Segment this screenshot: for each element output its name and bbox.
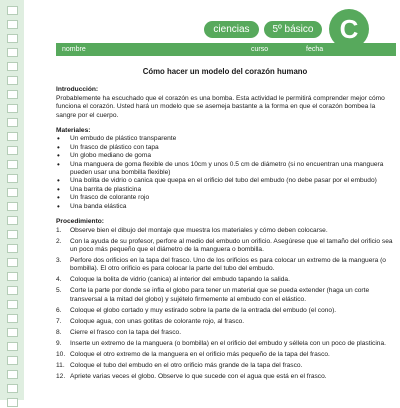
spiral-hole [0,172,24,184]
spiral-hole [0,340,24,352]
course-field-label: curso [251,46,269,53]
procedure-step [56,340,394,348]
spiral-hole [0,214,24,226]
material-item: • Un embudo de plástico transparente [56,135,394,143]
spiral-hole [0,18,24,30]
material-item: • Una manguera de goma flexible de unos 10cm y unos 0.5 cm de diámetro (si no encuentran una manguera pueden usar una bombilla flexible) [56,161,394,178]
step-number: 8. [56,328,62,336]
material-item: • Un frasco de colorante rojo [56,194,394,202]
procedure-step [56,287,394,304]
materials-list [56,135,394,211]
procedure-step [56,373,394,381]
procedure-heading: Procedimiento: [56,218,104,226]
materials-heading: Materiales: [56,127,91,135]
step-number: 11. [56,361,65,369]
step-text: Coloque agua, con unas gotitas de colorante rojo, al frasco. [70,317,245,325]
spiral-hole [0,284,24,296]
spiral-hole [0,298,24,310]
procedure-step [56,362,394,370]
spiral-hole [0,102,24,114]
step-number: 12. [56,372,66,380]
name-field-label: nombre [62,46,86,53]
spiral-hole [0,4,24,16]
notebook-spiral-margin [0,0,24,400]
procedure-steps [56,227,394,382]
spiral-hole [0,46,24,58]
spiral-hole [0,270,24,282]
spiral-hole [0,256,24,268]
step-text: Observe bien el dibujo del montaje que muestra los materiales y cómo deben colocarse. [70,226,328,234]
spiral-hole [0,130,24,142]
step-number: 6. [56,306,62,314]
step-number: 3. [56,256,62,264]
step-text: Perfore dos orificios en la tapa del frasco. Uno de los orificios es para colocar un extremo de la manguera (o bombilla). El otro orificio es para colocar la parte del tubo del embudo. [70,256,386,273]
spiral-hole [0,396,24,408]
spiral-hole [0,60,24,72]
step-text: Apriete varias veces el globo. Observe lo que sucede con el agua que está en el frasco. [70,372,327,380]
step-text: Coloque el globo cortado y muy estirado sobre la parte de la entrada del embudo (el cono). [70,306,337,314]
step-text: Coloque la bolita de vidrio (canica) al interior del embudo tapando la salida. [70,276,290,284]
date-field-label: fecha [306,46,324,53]
step-text: Coloque el tubo del embudo en el otro orificio más grande de la tapa del frasco. [70,361,303,369]
step-text: Inserte un extremo de la manguera (o bombilla) en el orificio del embudo y séllela con un poco de plasticina. [70,339,386,347]
spiral-hole [0,368,24,380]
procedure-step [56,238,394,255]
step-number: 2. [56,237,62,245]
spiral-hole [0,88,24,100]
material-item: • Una barrita de plasticina [56,186,394,194]
procedure-step [56,307,394,315]
step-text: Con la ayuda de su profesor, perfore al medio del embudo un orificio. Asegúrese que el tamaño del orificio sea un poco más pequeño que el diámetro de la manguera o bombilla. [70,237,393,253]
spiral-hole [0,200,24,212]
subject-letter-badge: C [329,9,369,49]
spiral-hole [0,326,24,338]
procedure-step [56,329,394,337]
student-fields-bar [56,43,396,56]
spiral-hole [0,74,24,86]
step-number: 7. [56,317,62,325]
material-item: • Un globo mediano de goma [56,152,394,160]
procedure-step [56,351,394,359]
spiral-hole [0,382,24,394]
step-number: 5. [56,287,62,295]
spiral-hole [0,144,24,156]
step-number: 4. [56,276,62,284]
procedure-step [56,257,394,274]
step-text: Corte la parte por donde se infla el globo para tener un material que se pueda extender (haga un corte transversal a la mitad del globo) y sujételo firmemente al embudo con el elástico. [70,287,370,303]
spiral-hole [0,354,24,366]
spiral-hole [0,228,24,240]
document-body [56,64,394,384]
spiral-hole [0,186,24,198]
spiral-hole [0,242,24,254]
procedure-step [56,318,394,326]
procedure-step [56,276,394,284]
grade-badge: 5º básico [264,21,322,38]
spiral-hole [0,32,24,44]
subject-badge: ciencias [204,21,259,38]
spiral-hole [0,158,24,170]
step-number: 10. [56,350,66,358]
intro-heading: Introducción: [56,86,99,94]
step-number: 9. [56,339,62,347]
intro-text: Probablemente ha escuchado que el corazón es una bomba. Esta actividad le permitirá comprender mejor cómo funciona el corazón. Usted hará un modelo que se asemeja bastante a la forma en que el corazón bombea la sangre por el cuerpo. [56,94,385,119]
procedure-step [56,227,394,235]
step-text: Coloque el otro extremo de la manguera en el orificio más pequeño de la tapa del frasco. [70,350,330,358]
spiral-hole [0,116,24,128]
document-title: Cómo hacer un modelo del corazón humano [142,67,308,76]
material-item: • Un frasco de plástico con tapa [56,144,394,152]
spiral-hole [0,312,24,324]
step-number: 1. [56,226,62,234]
step-text: Cierre el frasco con la tapa del frasco. [70,328,182,336]
material-item: • Una banda elástica [56,203,394,211]
material-item: • Una bolita de vidrio o canica que quepa en el orificio del tubo del embudo (no debe pasar por el embudo) [56,177,394,185]
